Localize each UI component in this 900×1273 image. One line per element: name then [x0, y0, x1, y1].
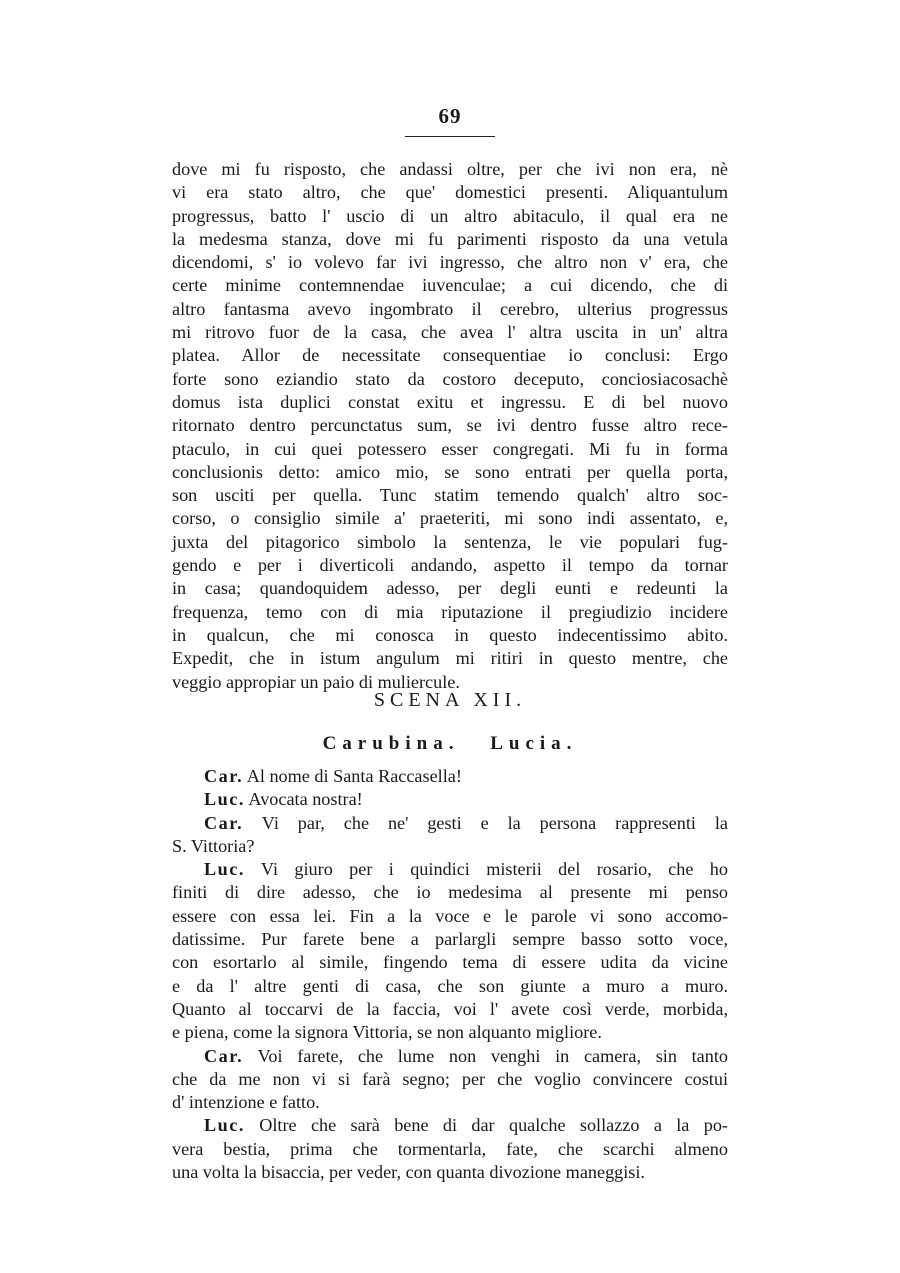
dialogue-line: con esortarlo al simile, fingendo tema di essere udita da vicine — [172, 952, 728, 973]
dialogue-line: d' intenzione e fatto. — [172, 1092, 320, 1113]
text-line: dicendomi, s' io volevo far ivi ingresso, che altro non v' era, che — [172, 252, 728, 273]
dialogue-line: vera bestia, prima che tormentarla, fate, che scarchi almeno — [172, 1138, 728, 1159]
text-line: conclusionis detto: amico mio, se sono entrati per quella porta, — [172, 461, 728, 482]
dialogue-block — [172, 765, 728, 1184]
text-line: in casa; quandoquidem adesso, per degli eunti e redeunti la — [172, 578, 728, 599]
text-line: progressus, batto l' uscio di un altro abitaculo, il qual era ne — [172, 205, 728, 226]
dialogue-line: che da me non vi si farà segno; per che voglio convincere costui — [172, 1068, 728, 1089]
text-line: domus ista duplici constat exitu et ingressu. E di bel nuovo — [172, 391, 728, 412]
dialogue-line: essere con essa lei. Fin a la voce e le parole vi sono accomo- — [172, 905, 728, 926]
dialogue-text: Voi farete, che lume non venghi in camera, sin tanto — [243, 1045, 728, 1066]
speaker-label: Luc. — [204, 789, 245, 810]
dialogue-line — [172, 812, 728, 835]
text-line: frequenza, temo con di mia riputazione il pregiudizio incidere — [172, 601, 728, 622]
dialogue-line — [172, 1045, 728, 1068]
text-line: mi ritrovo fuor de la casa, che avea l' altra uscita in un' altra — [172, 322, 728, 343]
dialogue-text: Vi giuro per i quindici misterii del rosario, che ho — [244, 859, 728, 880]
header-rule — [405, 136, 495, 137]
text-line: in qualcun, che mi conosca in questo indecentissimo abito. — [172, 624, 728, 645]
speaker-label: Luc. — [204, 859, 245, 880]
speaker-label: Car. — [204, 812, 244, 833]
text-line: vi era stato altro, che que' domestici presenti. Aliquantulum — [172, 182, 728, 203]
text-line: forte sono eziandio stato da costoro deceputo, conciosiacosachè — [172, 368, 728, 389]
text-line: ptaculo, in cui quei potessero esser congregati. Mi fu in forma — [172, 438, 728, 459]
text-line: dove mi fu risposto, che andassi oltre, per che ivi non era, nè — [172, 159, 728, 179]
text-line: juxta del pitagorico simbolo la sentenza, le vie populari fug- — [172, 531, 728, 552]
dialogue-line — [172, 765, 728, 788]
dialogue-text: Oltre che sarà bene di dar qualche sollazzo a la po- — [244, 1115, 728, 1136]
text-line: la medesma stanza, dove mi fu parimenti risposto da una vetula — [172, 228, 728, 249]
text-line: gendo e per i diverticoli andando, aspetto il tempo da tornar — [172, 555, 728, 576]
dialogue-line: una volta la bisaccia, per veder, con quanta divozione maneggisi. — [172, 1162, 645, 1183]
text-line: certe minime contemnendae iuvenculae; a cui dicendo, che di — [172, 275, 728, 296]
dialogue-text: Avocata nostra! — [244, 789, 363, 810]
dialogue-text: Al nome di Santa Raccasella! — [243, 766, 462, 786]
text-line: ritornato dentro percunctatus sum, se ivi dentro fusse altro rece- — [172, 415, 728, 436]
text-line: altro fantasma avevo ingombrato il cerebro, ulterius progressus — [172, 298, 728, 319]
dialogue-line: S. Vittoria? — [172, 835, 255, 856]
dialogue-line: e da l' altre genti di casa, che son giunte a muro a muro. — [172, 975, 728, 996]
dialogue-line: Quanto al toccarvi de la faccia, voi l' avete così verde, morbida, — [172, 998, 728, 1019]
text-line: son usciti per quella. Tunc statim temendo qualch' altro soc- — [172, 485, 728, 506]
character-list: Carubina. Lucia. — [322, 733, 578, 754]
dialogue-line — [172, 1114, 728, 1137]
speaker-label: Car. — [204, 766, 244, 786]
dialogue-line — [172, 788, 728, 811]
page-number: 69 — [438, 104, 462, 128]
text-line: corso, o consiglio simile a' praeteriti, mi sono indi assentato, e, — [172, 508, 728, 529]
speaker-label: Car. — [204, 1045, 244, 1066]
text-line: veggio appropiar un paio di muliercule. — [172, 671, 460, 692]
dialogue-line: datissime. Pur farete bene a parlargli sempre basso sotto voce, — [172, 929, 728, 950]
dialogue-line: e piena, come la signora Vittoria, se non alquanto migliore. — [172, 1022, 602, 1043]
text-line: platea. Allor de necessitate consequentiae io conclusi: Ergo — [172, 345, 728, 366]
dialogue-text: Vi par, che ne' gesti e la persona rappresenti la — [243, 812, 728, 833]
scene-heading: SCENA XII. — [373, 689, 527, 711]
dialogue-line — [172, 858, 728, 881]
dialogue-line: finiti di dire adesso, che io medesima al presente mi penso — [172, 882, 728, 903]
speaker-label: Luc. — [204, 1115, 245, 1136]
prose-paragraph — [172, 158, 728, 694]
text-line: Expedit, che in istum angulum mi ritiri in questo mentre, che — [172, 648, 728, 669]
